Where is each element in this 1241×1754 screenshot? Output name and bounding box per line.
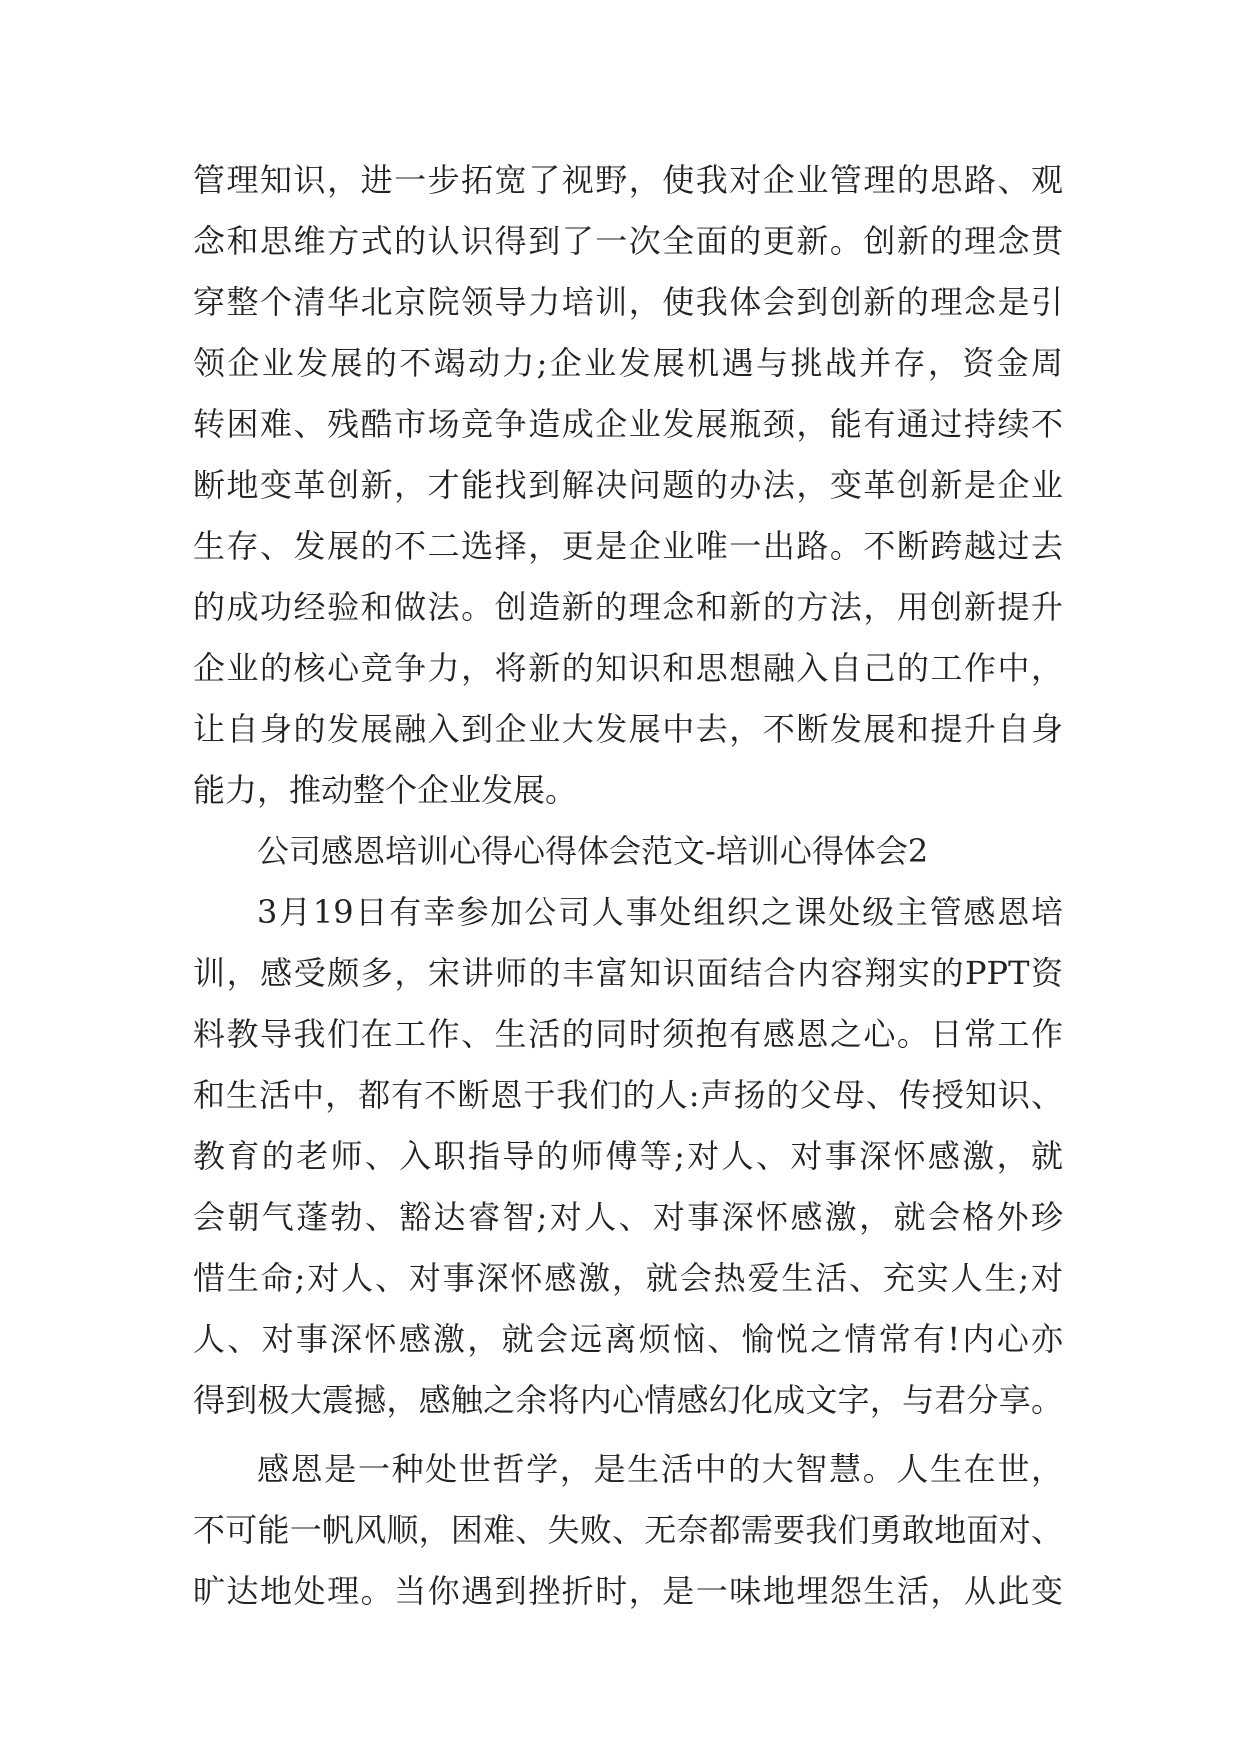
paragraph-line: 断地变革创新，才能找到解决问题的办法，变革创新是企业 (193, 466, 1063, 504)
paragraph-line: 穿整个清华北京院领导力培训，使我体会到创新的理念是引 (193, 283, 1063, 321)
paragraph-line: 3月19日有幸参加公司人事处组织之课处级主管感恩培 (257, 893, 1063, 931)
paragraph-line: 得到极大震撼，感触之余将内心情感幻化成文字，与君分享。 (193, 1381, 1063, 1419)
paragraph-line: 训，感受颇多，宋讲师的丰富知识面结合内容翔实的PPT资 (193, 954, 1063, 992)
paragraph-line: 企业的核心竞争力，将新的知识和思想融入自己的工作中， (193, 649, 1063, 687)
paragraph-line: 让自身的发展融入到企业大发展中去，不断发展和提升自身 (193, 710, 1063, 748)
paragraph-line: 的成功经验和做法。创造新的理念和新的方法，用创新提升 (193, 588, 1063, 626)
paragraph-line: 料教导我们在工作、生活的同时须抱有感恩之心。日常工作 (193, 1015, 1063, 1053)
paragraph-gap (193, 1431, 1063, 1439)
paragraph (193, 882, 1063, 1431)
document-body (193, 150, 1063, 1622)
paragraph-line: 管理知识，进一步拓宽了视野，使我对企业管理的思路、观 (193, 161, 1063, 199)
paragraph-line: 惜生命;对人、对事深怀感激，就会热爱生活、充实人生;对 (193, 1259, 1063, 1297)
paragraph (193, 1439, 1063, 1622)
paragraph-line: 不可能一帆风顺，困难、失败、无奈都需要我们勇敢地面对、 (193, 1511, 1063, 1549)
paragraph-line: 生存、发展的不二选择，更是企业唯一出路。不断跨越过去 (193, 527, 1063, 565)
section-title: 公司感恩培训心得心得体会范文-培训心得体会2 (257, 832, 929, 870)
paragraph-line: 人、对事深怀感激，就会远离烦恼、愉悦之情常有!内心亦 (193, 1320, 1063, 1358)
paragraph-line: 能力，推动整个企业发展。 (193, 771, 578, 809)
paragraph (193, 150, 1063, 821)
paragraph-line: 旷达地处理。当你遇到挫折时，是一味地埋怨生活，从此变 (193, 1572, 1063, 1610)
paragraph-line: 领企业发展的不竭动力;企业发展机遇与挑战并存，资金周 (193, 344, 1063, 382)
paragraph-line: 和生活中，都有不断恩于我们的人:声扬的父母、传授知识、 (193, 1076, 1063, 1114)
paragraph-line: 念和思维方式的认识得到了一次全面的更新。创新的理念贯 (193, 222, 1063, 260)
paragraph-line: 会朝气蓬勃、豁达睿智;对人、对事深怀感激，就会格外珍 (193, 1198, 1063, 1236)
paragraph-line: 教育的老师、入职指导的师傅等;对人、对事深怀感激，就 (193, 1137, 1063, 1175)
paragraph-line: 转困难、残酷市场竞争造成企业发展瓶颈，能有通过持续不 (193, 405, 1063, 443)
paragraph-line: 感恩是一种处世哲学，是生活中的大智慧。人生在世， (257, 1450, 1063, 1488)
